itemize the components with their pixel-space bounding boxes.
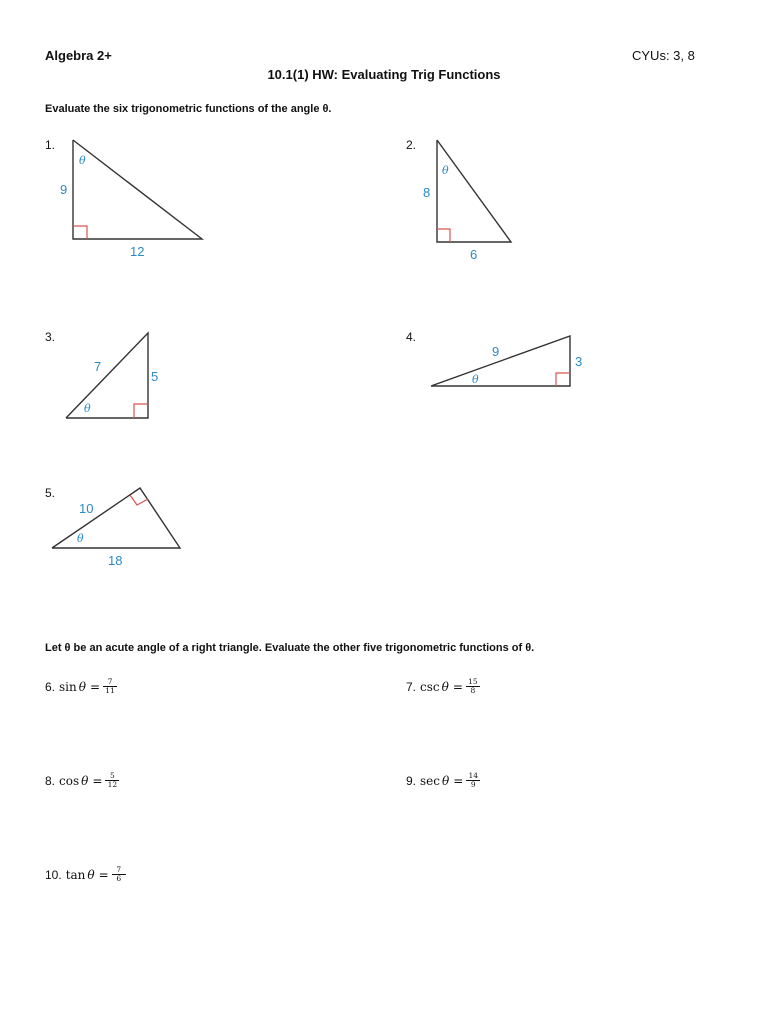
problem-6 — [45, 678, 116, 695]
section1-instruction: Evaluate the six trigonometric functions of the angle θ. — [45, 103, 332, 115]
angle-theta-label: θ — [79, 154, 86, 167]
numerator: 7 — [116, 865, 122, 874]
denominator: 9 — [470, 780, 476, 789]
trig-function: cos — [59, 773, 80, 788]
equals-sign: = — [92, 773, 103, 788]
angle-theta-label: θ — [77, 532, 84, 545]
problem-9 — [406, 772, 479, 789]
side-label-a: 9 — [492, 344, 500, 359]
trig-function: sec — [420, 773, 440, 788]
equals-sign: = — [98, 867, 109, 882]
side-label-b: 5 — [151, 369, 159, 384]
side-label-a: 10 — [79, 501, 94, 516]
side-label-a: 8 — [423, 185, 431, 200]
problem-10 — [45, 866, 125, 883]
side-label-a: 7 — [94, 359, 102, 374]
angle-theta-label: θ — [472, 373, 479, 386]
fraction — [104, 678, 116, 695]
problem-1-number: 1. — [45, 138, 56, 152]
numerator: 7 — [107, 677, 113, 686]
trig-function: tan — [65, 867, 86, 882]
angle-theta-label: θ — [84, 402, 91, 415]
trig-function: sin — [59, 679, 77, 694]
fraction — [467, 678, 479, 695]
angle-symbol: θ — [441, 679, 449, 694]
side-label-b: 6 — [470, 247, 478, 262]
page-title: 10.1(1) HW: Evaluating Trig Functions — [267, 67, 501, 82]
denominator: 8 — [470, 686, 476, 695]
denominator: 6 — [116, 874, 122, 883]
side-label-b: 18 — [108, 553, 123, 568]
numerator: 14 — [468, 771, 479, 780]
problem-number: 7. — [406, 679, 417, 694]
angle-symbol: θ — [81, 773, 89, 788]
side-label-b: 12 — [130, 244, 145, 259]
angle-theta-label: θ — [442, 164, 449, 177]
side-label-b: 3 — [575, 354, 583, 369]
angle-symbol: θ — [78, 679, 86, 694]
cyus-label: CYUs: 3, 8 — [632, 48, 695, 63]
numerator: 15 — [468, 677, 478, 686]
numerator: 5 — [110, 771, 115, 780]
problem-number: 8. — [45, 773, 56, 788]
problem-2-number: 2. — [406, 138, 417, 152]
section2-instruction: Let θ be an acute angle of a right triangle. Evaluate the other five trigonometric functions of θ. — [45, 642, 535, 654]
problem-number: 10. — [45, 867, 62, 882]
denominator: 12 — [107, 780, 118, 789]
angle-symbol: θ — [87, 867, 95, 882]
fraction — [467, 772, 479, 789]
angle-symbol: θ — [442, 773, 450, 788]
triangle-edges — [52, 488, 180, 548]
course-name: Algebra 2+ — [45, 48, 112, 63]
problem-8 — [45, 772, 118, 789]
problem-7 — [406, 678, 479, 695]
problem-4-number: 4. — [406, 330, 417, 344]
equals-sign: = — [452, 679, 463, 694]
equals-sign: = — [89, 679, 101, 694]
problem-number: 9. — [406, 773, 417, 788]
side-label-a: 9 — [60, 182, 68, 197]
problem-number: 6. — [45, 679, 56, 694]
problem-5-number: 5. — [45, 486, 56, 500]
denominator: 11 — [105, 686, 115, 695]
problem-3-number: 3. — [45, 330, 56, 344]
fraction — [106, 772, 118, 789]
trig-function: csc — [420, 679, 440, 694]
equals-sign: = — [453, 773, 464, 788]
fraction — [113, 866, 125, 883]
